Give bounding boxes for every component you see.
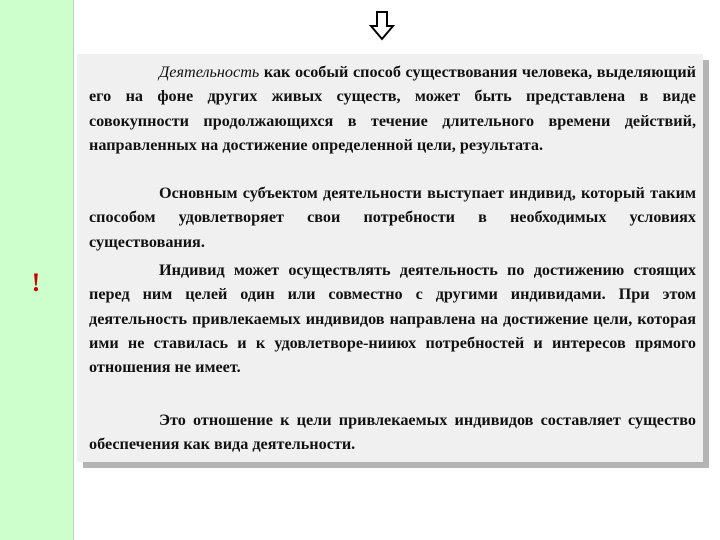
- exclamation-marker: !: [31, 268, 41, 297]
- paragraph-subject-of-activity: Основным субъектом деятельности выступает индивид, который таким способом удовлетворяет свои потребности в необходимых условиях существования.: [89, 184, 696, 251]
- term-activity: Деятельность: [159, 63, 260, 81]
- paragraph-support-definition: Это отношение к цели привлекаемых индивидов составляет существо обеспечения как вида деятельности.: [89, 411, 696, 454]
- paragraph1-body: как особый способ существования человека, выделяющий его на фоне других живых существ, может быть представлена в виде совокупности продолжающихся в течение длительного времени действий, направленных на достижение определенной цели, результата.: [89, 63, 696, 154]
- paragraph-activity-definition: [89, 60, 696, 157]
- down-arrow-icon[interactable]: [368, 10, 396, 42]
- paragraph-individual-activity: Индивид может осуществлять деятельность по достижению стоящих перед ним целей один или совместно с другими индивидами. При этом деятельность привлекаемых индивидов направлена на достижение цели, которая ими не ставилась и к удовлетворе-нииюх потребностей и интересов прямого отношения не имеет.: [89, 261, 696, 377]
